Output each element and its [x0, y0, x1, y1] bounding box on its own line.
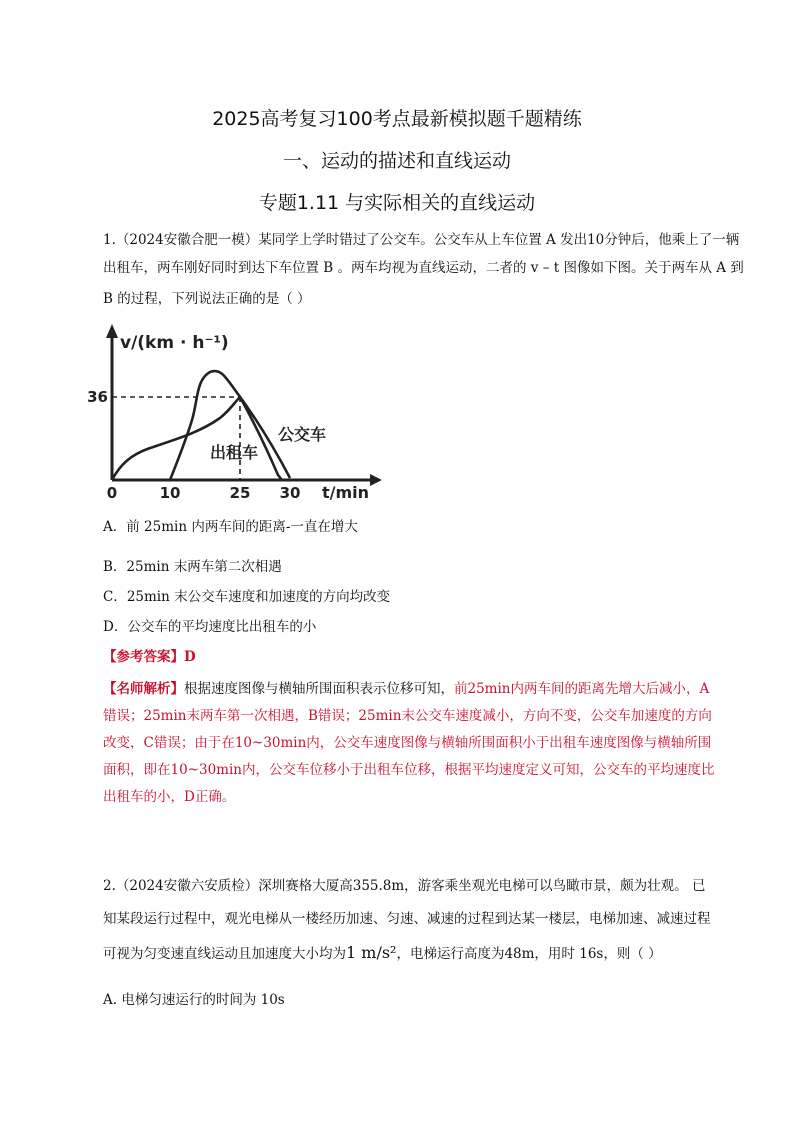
y-axis-label: v/(km · h⁻¹)	[120, 333, 229, 353]
option-b: B．25min 末两车第二次相遇	[103, 559, 282, 575]
question-2-text-1: 2.（2024安徽六安质检）深圳赛格大厦高355.8m，游客乘坐观光电梯可以鸟瞰市景，颇为壮观。 已知某段运行过程中，观光电梯从一楼经历加速、匀速、减速的过程到达某一楼层，电梯加速、减速过程可视为匀变速直线运动且加速度大小均为	[103, 878, 711, 962]
analysis-black-text: 根据速度图像与横轴所围面积表示位移可知，	[184, 681, 454, 697]
question-2-text-2: ，电梯运行高度为48m，用时 16s，则（ ）	[396, 946, 662, 962]
taxi-label: 出租车	[210, 443, 259, 462]
topic-title: 专题1.11 与实际相关的直线运动	[258, 192, 536, 214]
analysis-red-text: 前25min内两车间的距离先增大后减小，A错误；25min末两车第一次相遇，B错误；25min末公交车速度减小，方向不变，公交车加速度的方向改变，C错误；由于在10~30min内，公交车速度图像与横轴所围面积小于出租车速度图像与横轴所围面积，即在10~30min内，公交车位移小于出租车位移，根据平均速度定义可知，公交车的平均速度比出租车的小，D正确。	[103, 681, 715, 805]
analysis-label: 【名师解析】	[103, 681, 184, 697]
answer-label: 【参考答案】D	[103, 649, 196, 665]
velocity-time-graph	[87, 320, 390, 502]
x-tick-0: 0	[106, 484, 118, 502]
x-tick-10: 10	[159, 484, 181, 502]
bus-curve	[112, 397, 282, 480]
question-2	[103, 870, 715, 971]
x-axis-arrow	[370, 474, 382, 486]
option-a: A．前 25min 内两车间的距离-一直在增大	[103, 519, 358, 535]
question-1-line-2: 出租车，两车刚好同时到达下车位置 B 。两车均视为直线运动，二者的 v – t 图像如下图。关于两车从 A 到	[103, 260, 744, 276]
y-tick-36: 36	[87, 388, 108, 406]
x-tick-30: 30	[279, 484, 301, 502]
option-c: C．25min 末公交车速度和加速度的方向均改变	[103, 589, 391, 605]
analysis-paragraph	[103, 676, 715, 811]
document-title: 2025高考复习100考点最新模拟题千题精练	[212, 108, 582, 130]
option-d: D．公交车的平均速度比出租车的小	[103, 619, 317, 635]
question-1-line-1: 1.（2024安徽合肥一模）某同学上学时错过了公交车。公交车从上车位置 A 发出10分钟后，他乘上了一辆	[103, 232, 740, 248]
question-2-option-a: A. 电梯匀速运行的时间为 10s	[103, 992, 285, 1008]
x-tick-25: 25	[229, 484, 251, 502]
acceleration-value: 1 m/s²	[346, 943, 397, 962]
question-1-line-3: B 的过程，下列说法正确的是（ ）	[103, 291, 311, 307]
chapter-title: 一、运动的描述和直线运动	[282, 150, 511, 172]
y-axis-arrow	[106, 324, 118, 338]
bus-label: 公交车	[278, 425, 327, 444]
x-axis-label: t/min	[322, 483, 370, 502]
